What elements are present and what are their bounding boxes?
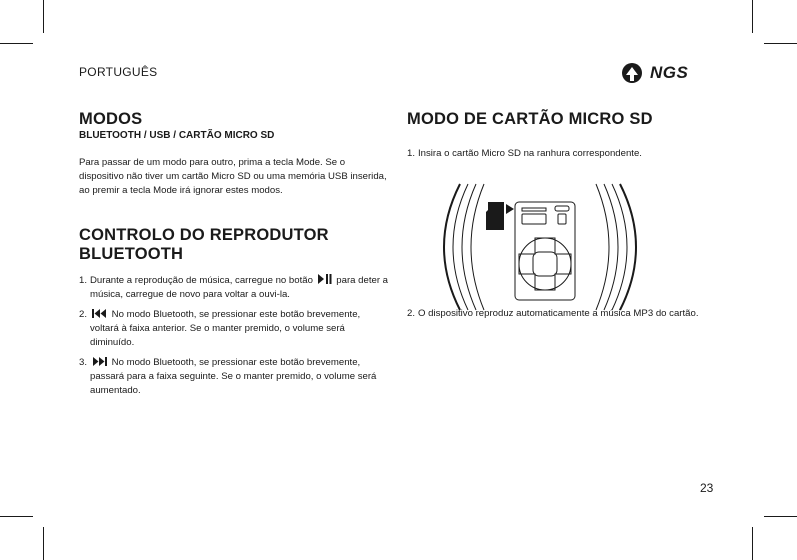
micro-sd-card-icon xyxy=(486,202,504,230)
crop-mark xyxy=(764,43,797,44)
play-pause-icon xyxy=(318,274,332,284)
list-item: 1. Insira o cartão Micro SD na ranhura correspondente. xyxy=(407,148,642,159)
list-item: 2. O dispositivo reproduz automaticamente a música MP3 do cartão. xyxy=(407,308,699,319)
player-control-list xyxy=(79,274,391,398)
modes-description: Para passar de um modo para outro, prima a tecla Mode. Se o dispositivo não tiver um cartão Micro SD ou uma memória USB inserida, ao premir a tecla Mode irá ignorar estes modos. xyxy=(79,157,387,196)
page-number: 23 xyxy=(700,481,714,495)
crop-mark xyxy=(752,527,753,560)
speaker-sd-slot-illustration xyxy=(440,182,640,312)
player-control-title: CONTROLO DO REPRODUTOR BLUETOOTH xyxy=(79,226,329,263)
crop-mark xyxy=(0,516,33,517)
sd-steps-list xyxy=(407,147,717,161)
ngs-logo-icon xyxy=(620,62,644,84)
crop-mark xyxy=(764,516,797,517)
modes-title: MODOS xyxy=(79,110,143,128)
crop-mark xyxy=(43,0,44,33)
sd-mode-title: MODO DE CARTÃO MICRO SD xyxy=(407,110,653,128)
list-item: 1. Durante a reprodução de música, carregue no botão para deter a música, carregue de novo para voltar a ouvi-la. xyxy=(79,275,389,300)
next-track-icon xyxy=(92,357,107,366)
left-column xyxy=(79,110,391,404)
list-item: 3. No modo Bluetooth, se pressionar este botão brevemente, passará para a faixa seguinte. Se o manter premido, o volume será aumentado. xyxy=(79,357,377,396)
crop-mark xyxy=(43,527,44,560)
previous-track-icon xyxy=(92,309,107,318)
language-label: PORTUGUÊS xyxy=(79,65,158,79)
list-item: 2. No modo Bluetooth, se pressionar este botão brevemente, voltará à faixa anterior. Se o manter premido, o volume será diminuído. xyxy=(79,309,361,348)
crop-mark xyxy=(752,0,753,33)
insert-arrow-icon xyxy=(506,204,514,214)
modes-subtitle: BLUETOOTH / USB / CARTÃO MICRO SD xyxy=(79,130,275,141)
crop-mark xyxy=(0,43,33,44)
brand-logo xyxy=(620,62,688,84)
logo-text: NGS xyxy=(650,63,689,82)
